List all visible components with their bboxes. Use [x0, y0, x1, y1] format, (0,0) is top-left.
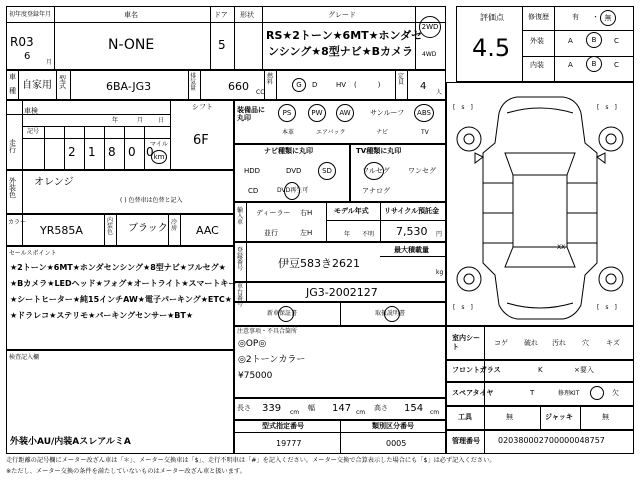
class-no-value: 0005	[386, 439, 407, 448]
mileage-digit: 0	[128, 145, 136, 159]
footer-line-1: 走行距離の記号欄にメーター改ざん車は「＊」、メーター交換車は「$」、走行不明車は「#」を記入ください。メーター交換で合算表示した場合にも「$」は必ず記入ください。	[6, 457, 496, 464]
model-value: 6BA-JG3	[106, 80, 152, 93]
inspector-note: 外装小AU/内装AスレアルミA	[10, 437, 131, 447]
diagram-tire-mark: [ s ]	[453, 104, 473, 111]
plate-value: 伊豆583き2621	[278, 257, 360, 270]
int-grade-b: B	[586, 56, 602, 72]
reg-month-value: 6	[24, 51, 31, 62]
color-code-value: YR585A	[40, 224, 83, 237]
equip-sunroof: サンルーフ	[370, 109, 405, 117]
use-value: 自家用	[22, 80, 52, 91]
ext-grade-b: B	[586, 32, 602, 48]
diagram-damage-xx: XX	[557, 244, 566, 251]
diagram-tire-mark: [ s ]	[453, 304, 473, 311]
tv-fullseg: フルセグ	[364, 162, 384, 180]
grade-label: グレード	[328, 11, 356, 19]
diagram-tire-mark: [ s ]	[597, 104, 617, 111]
capacity-value: 4	[420, 81, 427, 92]
warranty-manual: 取扱説明書	[384, 306, 400, 322]
car-diagram	[446, 82, 634, 326]
warranty-new: 新車保証書	[278, 306, 294, 322]
footer-line-2: ※ただし、メーター交換の条件を満たしていないものはメーター改ざん車と扱います。	[6, 468, 246, 475]
mileage-digit: 1	[88, 145, 96, 159]
equip-ps: PS	[278, 104, 296, 122]
length-value: 339	[262, 403, 282, 414]
reg-year-value: R03	[10, 35, 34, 49]
displacement-label: 排気量	[190, 73, 197, 92]
ac-value: AAC	[196, 224, 219, 237]
auction-sheet: 初年度登録年月 車名 ドア 形状 グレード R03 6 月 N-ONE 5 RS★2トーン★6MT★ホンダセ ンシング★8型ナビ★Bカメラ 2WD 4WD 車 種 自家用 型式 6BA-JG3 排気量 660 CC 燃料 G D HV ( ) 定員 4 人 車検 年 月 日 走行 記号 2 1 8 0 0 マイル km シフト 6F 外装色 オレンジ ( ) 色替車は色替と記入 カラー YR585A 内装色 ブラック 冷房 AAC セールスポイント ★2トーン★6MT★ホンダセンシング★8型ナビ★フルセグ★ ★Bカメラ★LEDヘッド★フォグ★オートライト★スマートキー ★シートヒーター★純15インチAW★電子パーキング★ETC★ ★ドラレコ★ステリモ★パーキングセンサー★BT★ 検査記入欄 外装小AU/内装AスレアルミA 装備品に丸印 PS PW AW サンルーフ ABS 本革 エアバック ナビ TV ナビ種類に丸印 TV種類に丸印 HDD DVD SD CD DVD再生可 フルセグ ワンセグ アナログ 輸入車 ディーラー 右H 並行 左H モデル年式 リサイクル預託金 年 不明 7,530 円 登録番号 最大積載量 伊豆583き2621 kg 車台番号 JG3-2002127 新車保証書 取扱説明書 注意事項・不具合箇所 ◎OP◎ ◎2トーンカラー ¥75000 長さ 339 cm 幅 147 cm 高さ 154 cm 型式指定番号 類別区分番号 19777 0005 評価点 4.5 修復歴 有 ・ 無 外装 A B C 内装 A B C [ s ] [ s ] [ s ] [ s ] XX 室内シート コゲ 破れ 汚れ 穴 キズ フロントガラス K ×要入 スペアタイヤ T 修理KIT 欠 工具 無 ジャッキ 無 管理番号 020380002700000048757 走行距離の記号欄にメーター改ざん車は「＊」、メーター交換車は「$」、走行不明車は「#」を記入ください。メーター交換で合算表示した場合にも「$」は必ず記入ください。 ※ただし、メーター交換の条件を満たしていないものはメーター改ざん車と扱います。	[0, 0, 640, 480]
sales-line: ★Bカメラ★LEDヘッド★フォグ★オートライト★スマートキー	[10, 279, 237, 288]
spare-kit-mark	[590, 386, 604, 400]
reg-year-label: 初年度登録年月	[9, 11, 52, 18]
control-value: 020380002700000048757	[498, 436, 605, 445]
door-label: ドア	[214, 11, 228, 19]
fuel-g: G	[292, 78, 306, 92]
navi-sd: SD	[318, 162, 336, 180]
navi-dvd-play: DVD再生可	[284, 182, 300, 200]
grade-line-2: ンシング★8型ナビ★Bカメラ	[268, 45, 413, 58]
exterior-value: オレンジ	[34, 177, 74, 188]
mileage-digit: 0	[146, 145, 154, 159]
interior-value: ブラック	[128, 223, 168, 234]
fuel-label: 燃料	[267, 73, 274, 86]
repair-no: 無	[600, 10, 616, 26]
height-value: 154	[404, 403, 424, 414]
inspection-label: 車検	[24, 107, 38, 115]
width-value: 147	[332, 403, 352, 414]
sales-line: ★2トーン★6MT★ホンダセンシング★8型ナビ★フルセグ★	[10, 263, 226, 272]
drive-4wd: 4WD	[422, 51, 437, 58]
car-name-value: N-ONE	[108, 37, 155, 53]
shape-label: 形状	[240, 11, 254, 19]
equip-pw: PW	[308, 104, 326, 122]
displacement-value: 660	[228, 80, 249, 93]
capacity-label: 定員	[398, 73, 405, 86]
equip-aw: AW	[336, 104, 354, 122]
diagram-tire-mark: [ s ]	[597, 304, 617, 311]
drive-2wd: 2WD	[419, 16, 441, 38]
sales-line: ★シートヒーター★純15インチAW★電子パーキング★ETC★	[10, 295, 232, 304]
mileage-unit-km: km	[151, 150, 167, 164]
grade-line-1: RS★2トーン★6MT★ホンダセ	[266, 29, 423, 42]
door-value: 5	[218, 38, 226, 52]
recycle-value: 7,530	[396, 225, 428, 238]
mileage-digit: 2	[68, 145, 76, 159]
note-line: ¥75000	[238, 371, 273, 381]
car-name-label: 車名	[124, 11, 138, 19]
note-line: ◎OP◎	[238, 339, 267, 349]
sales-line: ★ドラレコ★ステリモ★パーキングセンサー★BT★	[10, 311, 194, 320]
car-outline-diagram	[447, 83, 633, 325]
shift-value: 6F	[193, 133, 209, 148]
model-label: 型式	[59, 75, 66, 90]
mileage-digit: 8	[108, 145, 116, 159]
score-value: 4.5	[472, 34, 511, 62]
mileage-label: 走行	[9, 139, 16, 154]
equip-abs: ABS	[414, 104, 434, 122]
shift-label: シフト	[192, 103, 213, 111]
note-line: ◎2トーンカラー	[238, 355, 306, 365]
type-no-value: 19777	[276, 439, 302, 448]
chassis-value: JG3-2002127	[306, 286, 378, 299]
